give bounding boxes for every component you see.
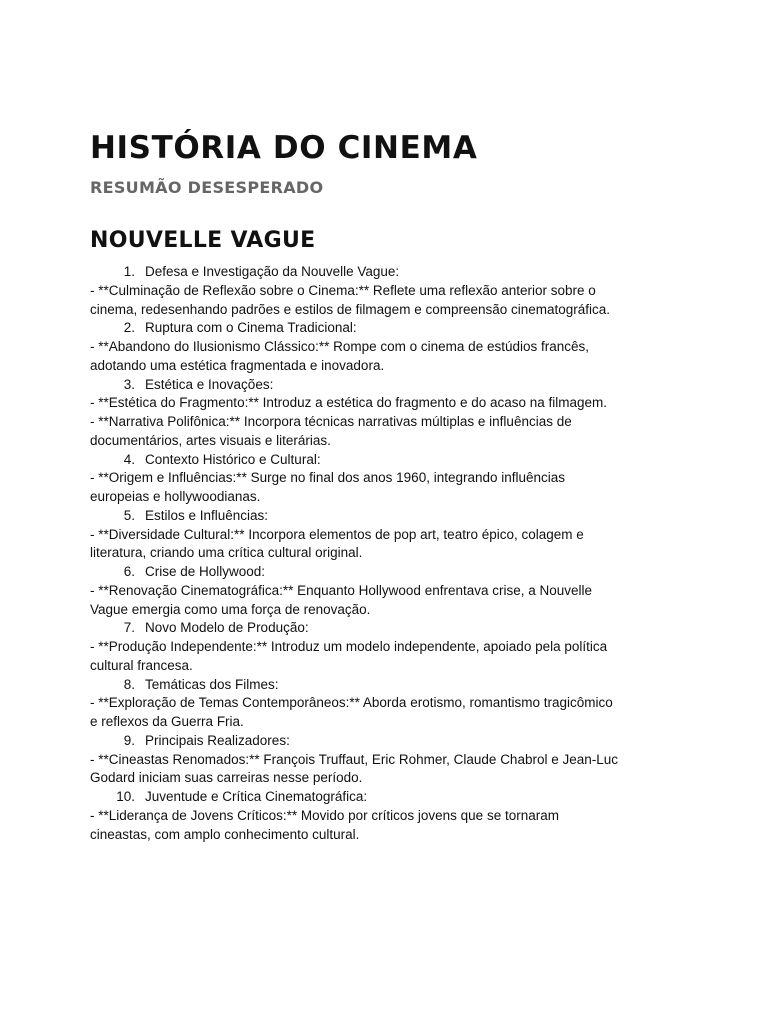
list-item-heading-text: Temáticas dos Filmes: xyxy=(145,676,279,692)
document-subtitle: RESUMÃO DESESPERADO xyxy=(90,178,324,197)
document-page xyxy=(90,128,690,844)
list-item-text-line: literatura, criando uma crítica cultural original. xyxy=(90,545,363,561)
list-item-number: 2. xyxy=(123,320,135,336)
list-item xyxy=(90,319,690,375)
document-title: HISTÓRIA DO CINEMA xyxy=(90,130,478,166)
list-item-heading-text: Crise de Hollywood: xyxy=(145,564,266,579)
list-item-number: 10. xyxy=(116,789,135,804)
list-item xyxy=(90,732,690,788)
list-item-number: 9. xyxy=(123,732,135,748)
list-item xyxy=(90,263,690,319)
list-item-number: 5. xyxy=(123,507,135,523)
list-item-number: 3. xyxy=(123,376,135,392)
list-item-text-line: - **Produção Independente:** Introduz um modelo independente, apoiado pela política xyxy=(90,639,608,654)
list-item-text-line: Vague emergia como uma força de renovação. xyxy=(90,601,371,617)
list-item-number: 8. xyxy=(123,676,135,692)
list-item-text-line: - **Origem e Influências:** Surge no final dos anos 1960, integrando influências xyxy=(90,470,566,486)
list-item-text-line: - **Cineastas Renomados:** François Truffaut, Eric Rohmer, Claude Chabrol e Jean-Luc xyxy=(90,751,619,767)
list-item-heading-text: Contexto Histórico e Cultural: xyxy=(145,451,321,467)
list-item xyxy=(90,376,690,451)
list-item-text-line: - **Liderança de Jovens Críticos:** Movido por críticos jovens que se tornaram xyxy=(90,807,559,823)
list-item-text-line: Godard iniciam suas carreiras nesse período. xyxy=(90,770,363,786)
list-item-heading xyxy=(90,451,690,470)
list-item-text-line: - **Narrativa Polifônica:** Incorpora técnicas narrativas múltiplas e influências de xyxy=(90,414,572,429)
list-item-heading-text: Estética e Inovações: xyxy=(145,376,274,392)
list-item xyxy=(90,788,690,844)
list-item xyxy=(90,563,690,619)
list-item-heading-text: Ruptura com o Cinema Tradicional: xyxy=(145,320,357,336)
list-item-heading xyxy=(90,676,690,695)
list-item-text-line: cineastas, com amplo conhecimento cultural. xyxy=(90,826,360,842)
list-item-text-line: - **Diversidade Cultural:** Incorpora elementos de pop art, teatro épico, colagem e xyxy=(90,526,584,542)
list-item-heading xyxy=(90,376,690,395)
list-item-text-line: documentários, artes visuais e literárias. xyxy=(90,432,331,448)
list-item-text-line: cinema, redesenhando padrões e estilos de filmagem e compreensão cinematográfica. xyxy=(90,301,611,317)
list-item-heading xyxy=(90,619,690,638)
list-item-text-line: - **Abandono do Ilusionismo Clássico:** Rompe com o cinema de estúdios francês, xyxy=(90,339,590,354)
list-item-heading xyxy=(90,732,690,751)
list-item xyxy=(90,676,690,732)
list-item-heading-text: Defesa e Investigação da Nouvelle Vague: xyxy=(145,264,400,279)
list-item xyxy=(90,507,690,563)
list-item-heading xyxy=(90,263,690,282)
list-item-heading-text: Principais Realizadores: xyxy=(145,732,290,748)
list-item-number: 4. xyxy=(123,451,135,467)
list-item xyxy=(90,451,690,507)
list-item-number: 1. xyxy=(123,264,135,279)
list-item-text-line: - **Renovação Cinematográfica:** Enquanto Hollywood enfrentava crise, a Nouvelle xyxy=(90,582,593,598)
list-item xyxy=(90,619,690,675)
list-item-heading xyxy=(90,319,690,338)
list-item-text-line: adotando uma estética fragmentada e inovadora. xyxy=(90,357,385,373)
list-item-number: 7. xyxy=(123,620,135,636)
list-item-heading-text: Novo Modelo de Produção: xyxy=(145,620,309,636)
list-item-text-line: europeias e hollywoodianas. xyxy=(90,489,261,504)
numbered-list xyxy=(90,263,690,844)
list-item-text-line: - **Culminação de Reflexão sobre o Cinema:** Reflete uma reflexão anterior sobre o xyxy=(90,282,596,298)
list-item-heading xyxy=(90,507,690,526)
list-item-number: 6. xyxy=(123,564,135,579)
list-item-heading-text: Estilos e Influências: xyxy=(145,507,269,523)
list-item-heading xyxy=(90,563,690,582)
section-heading: NOUVELLE VAGUE xyxy=(90,228,316,253)
list-item-heading-text: Juventude e Crítica Cinematográfica: xyxy=(145,789,368,804)
list-item-text-line: cultural francesa. xyxy=(90,657,193,673)
list-item-heading xyxy=(90,788,690,807)
list-item-text-line: e reflexos da Guerra Fria. xyxy=(90,714,244,729)
list-item-text-line: - **Estética do Fragmento:** Introduz a estética do fragmento e do acaso na filmagem. xyxy=(90,395,608,411)
list-item-text-line: - **Exploração de Temas Contemporâneos:** Aborda erotismo, romantismo tragicômico xyxy=(90,695,613,711)
